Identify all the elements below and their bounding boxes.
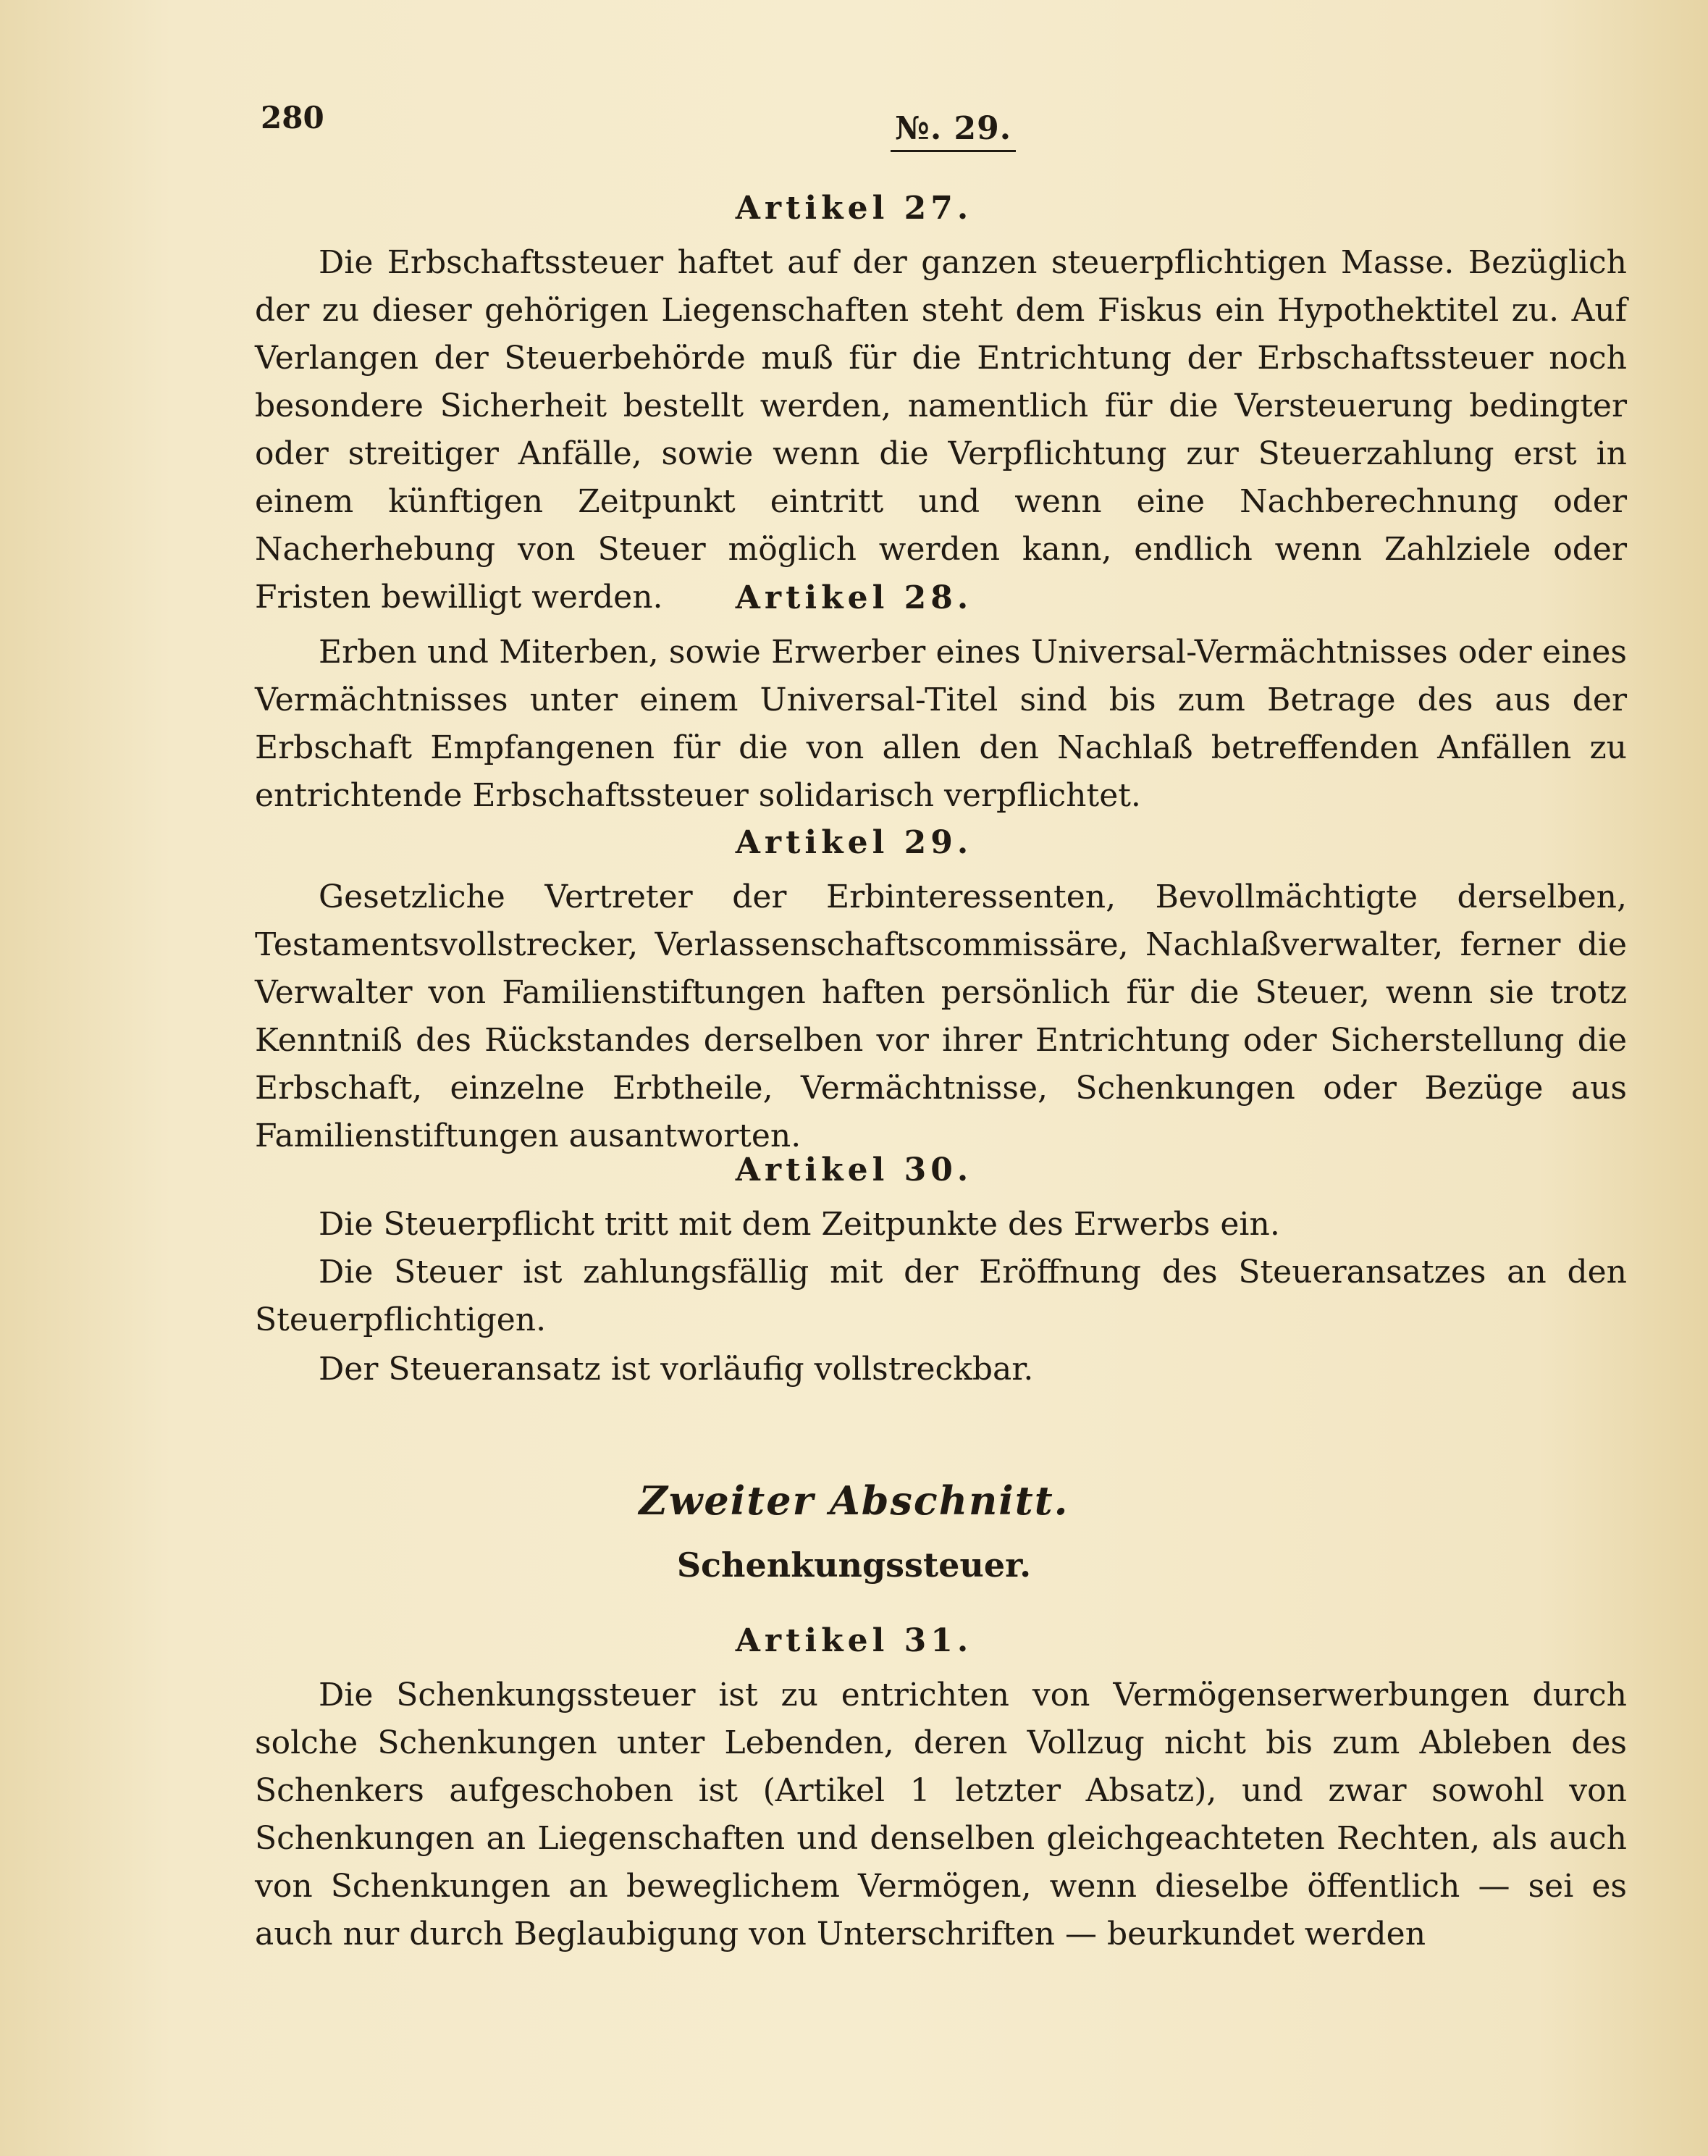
article-30-p1: Die Steuerpflicht tritt mit dem Zeitpunkte des Erwerbs ein. xyxy=(319,1206,1280,1243)
page-number: 280 xyxy=(261,100,324,135)
section-subtitle: Schenkungssteuer. xyxy=(676,1545,1032,1585)
article-30-paragraph-2 xyxy=(255,1249,1627,1344)
issue-number: №. 29. xyxy=(891,110,1016,152)
article-30-p2: Die Steuer ist zahlungsfällig mit der Eröffnung des Steueransatzes an den Steuerpflichtigen. xyxy=(255,1254,1627,1338)
article-28-text xyxy=(255,629,1627,820)
article-28-heading: Artikel 28. xyxy=(735,579,973,616)
article-27-text xyxy=(255,239,1627,621)
article-30-paragraph-1 xyxy=(255,1201,1627,1249)
article-30-paragraph-3 xyxy=(255,1346,1627,1393)
section-title: Zweiter Abschnitt. xyxy=(639,1477,1069,1524)
article-28-body: Erben und Miterben, sowie Erwerber eines Universal-Vermächtnisses oder eines Vermächtnisses unter einem Universal-Titel sind bis zum Betrage des aus der Erbschaft Empfangenen für die von allen den Nachlaß betreffenden Anfällen zu entrichtende Erbschaftssteuer solidarisch verpflichtet. xyxy=(255,634,1627,814)
article-31-heading: Artikel 31. xyxy=(735,1622,973,1659)
article-29-text xyxy=(255,873,1627,1160)
article-29-heading: Artikel 29. xyxy=(735,824,973,861)
article-29-body: Gesetzliche Vertreter der Erbinteressenten, Bevollmächtigte derselben, Testamentsvollstrecker, Verlassenschaftscommissäre, Nachlaßverwalter, ferner die Verwalter von Familienstiftungen haften persönlich für die Steuer, wenn sie trotz Kenntniß des Rückstandes derselben vor ihrer Entrichtung oder Sicherstellung die Erbschaft, einzelne Erbtheile, Vermächtnisse, Schenkungen oder Bezüge aus Familienstiftungen ausantworten. xyxy=(255,878,1627,1154)
article-27-heading: Artikel 27. xyxy=(735,190,973,227)
article-31-text xyxy=(255,1671,1627,1958)
article-27-body: Die Erbschaftssteuer haftet auf der ganzen steuerpflichtigen Masse. Bezüglich der zu dieser gehörigen Liegenschaften steht dem Fiskus ein Hypothektitel zu. Auf Verlangen der Steuerbehörde muß für die Entrichtung der Erbschaftssteuer noch besondere Sicherheit bestellt werden, namentlich für die Versteuerung bedingter oder streitiger Anfälle, sowie wenn die Verpflichtung zur Steuerzahlung erst in einem künftigen Zeitpunkt eintritt und wenn eine Nachberechnung oder Nacherhebung von Steuer möglich werden kann, endlich wenn Zahlziele oder Fristen bewilligt werden. xyxy=(255,244,1627,616)
article-31-body: Die Schenkungssteuer ist zu entrichten von Vermögenserwerbungen durch solche Schenkungen unter Lebenden, deren Vollzug nicht bis zum Ableben des Schenkers aufgeschoben ist (Artikel 1 letzter Absatz), und zwar sowohl von Schenkungen an Liegenschaften und denselben gleichgeachteten Rechten, als auch von Schenkungen an beweglichem Vermögen, wenn dieselbe öffentlich — sei es auch nur durch Beglaubigung von Unterschriften — beurkundet werden xyxy=(255,1677,1627,1952)
article-30-p3: Der Steueransatz ist vorläufig vollstreckbar. xyxy=(319,1351,1034,1388)
article-30-heading: Artikel 30. xyxy=(735,1152,973,1188)
